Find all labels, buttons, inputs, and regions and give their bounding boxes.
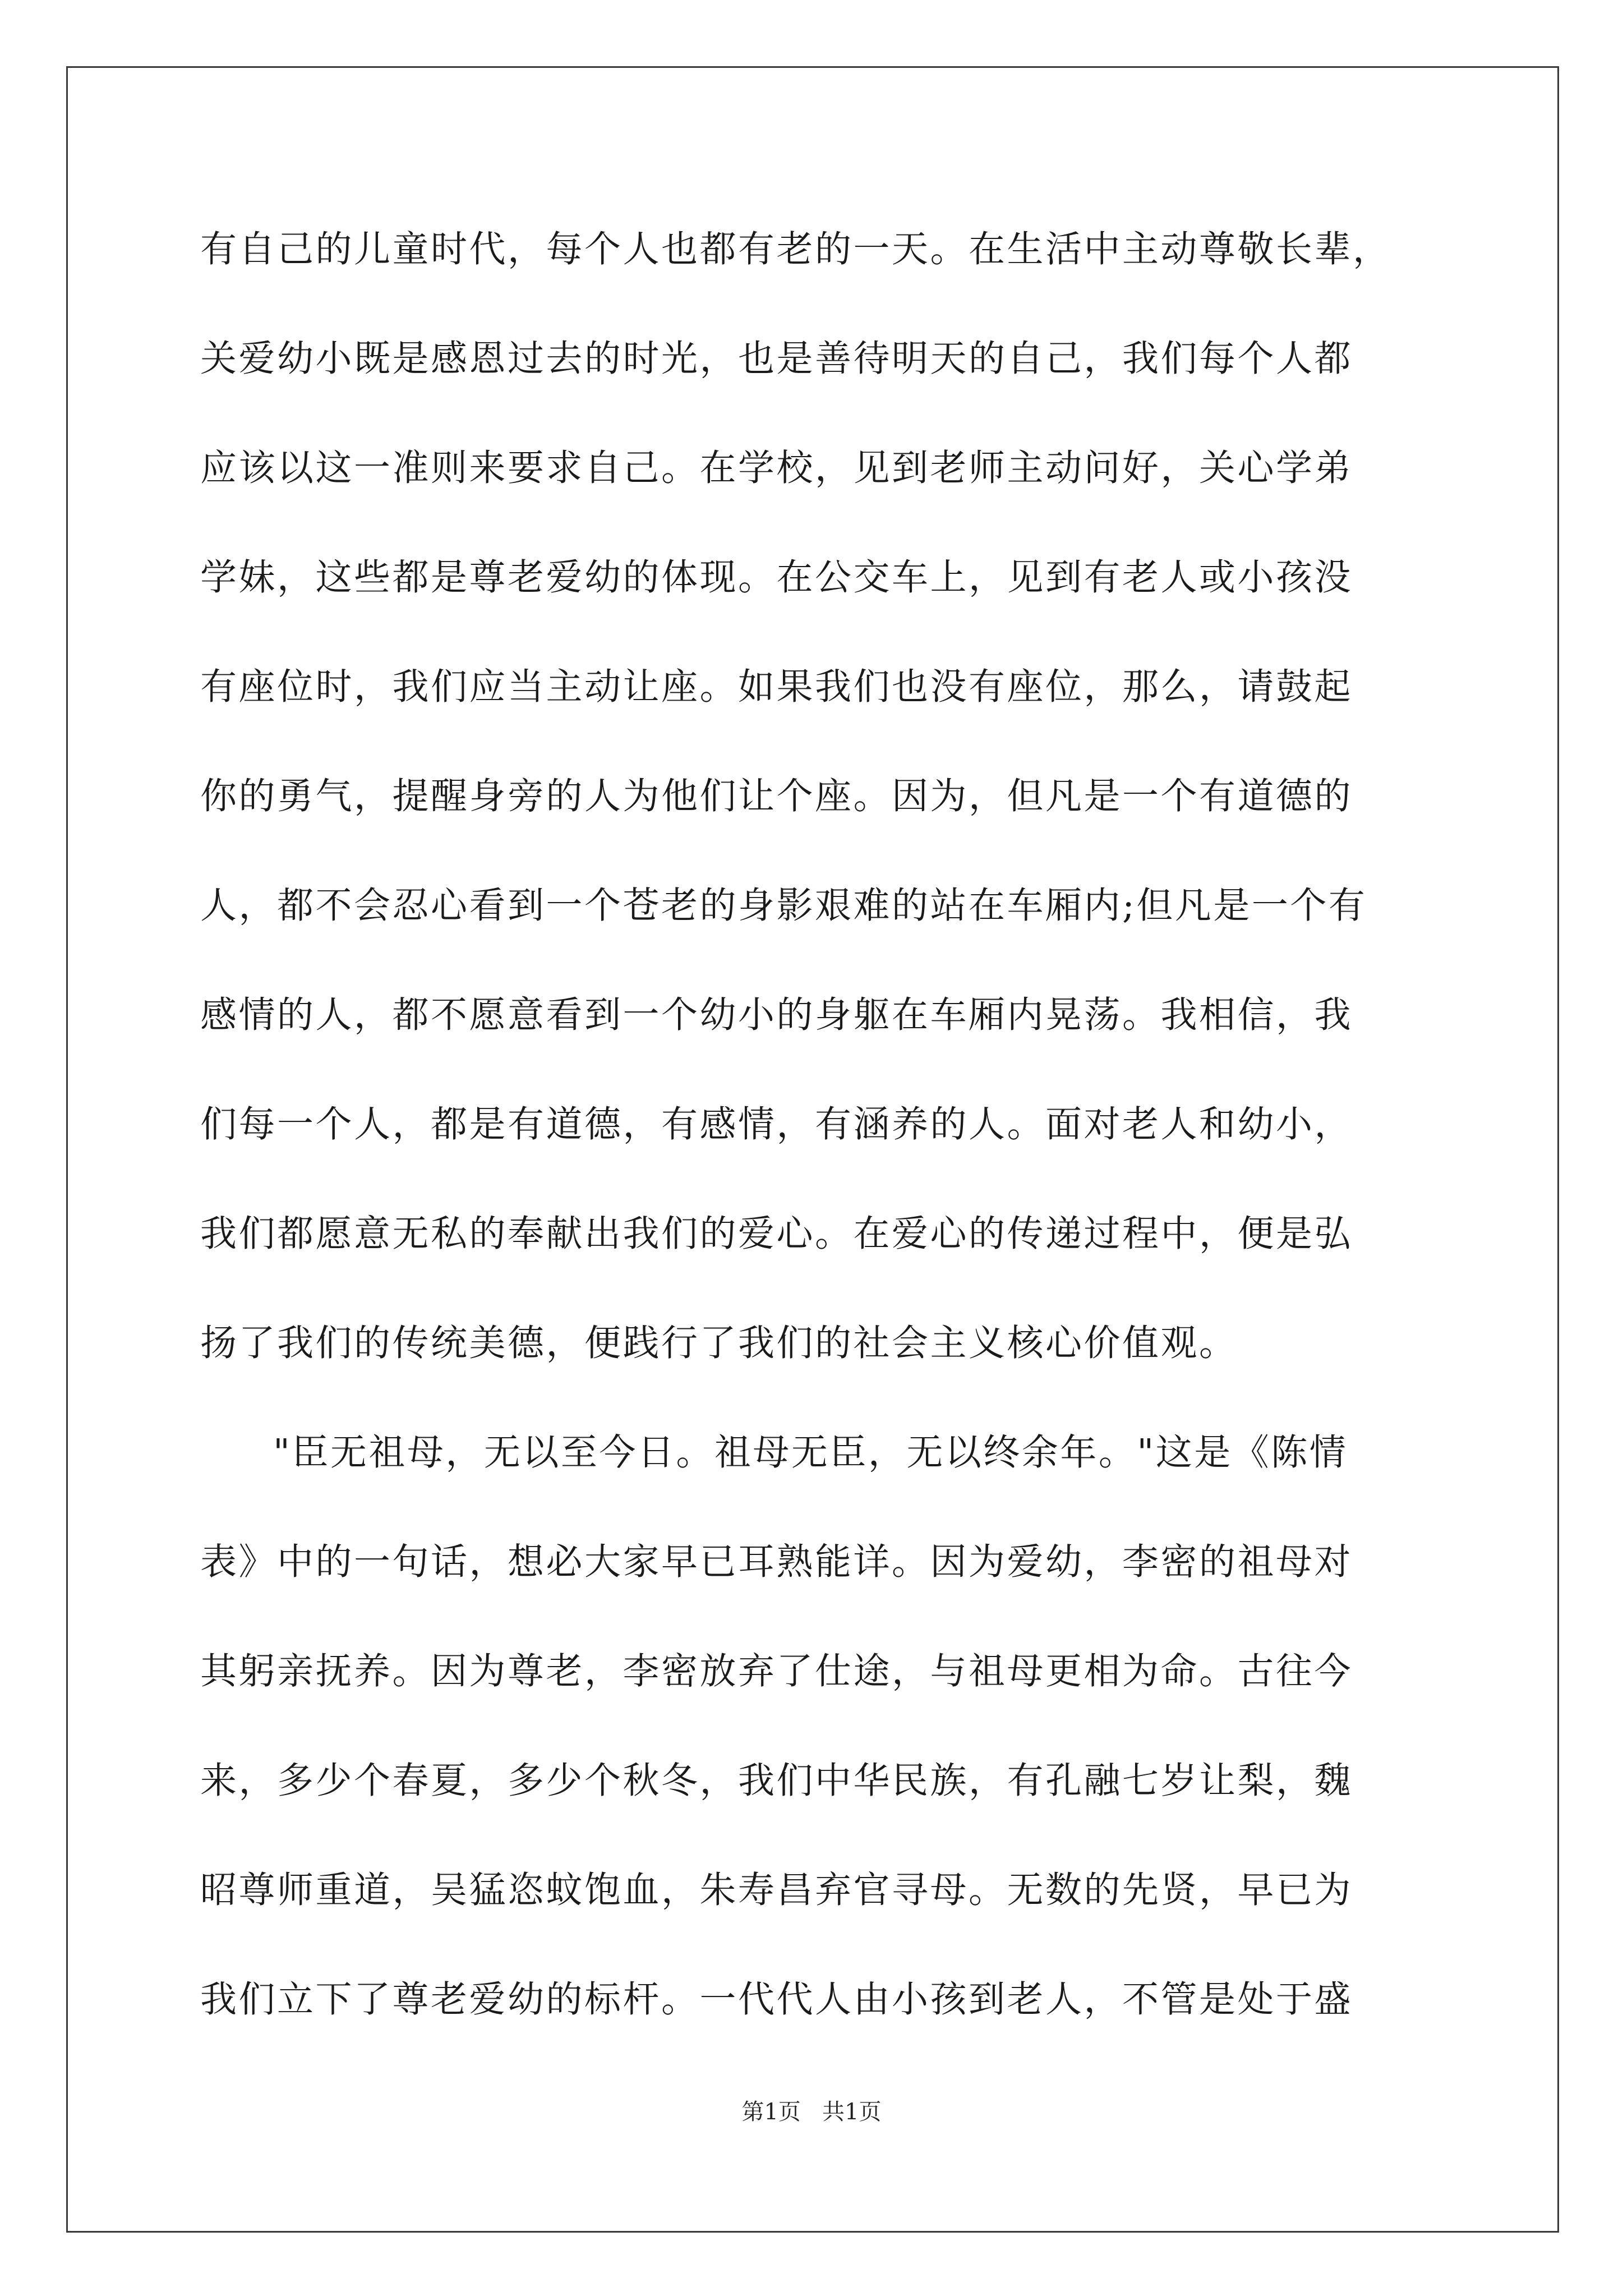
text-line: 表》中的一句话，想必大家早已耳熟能详。因为爱幼，李密的祖母对 bbox=[200, 1541, 1353, 1583]
text-line: 你的勇气，提醒身旁的人为他们让个座。因为，但凡是一个有道德的 bbox=[200, 775, 1353, 817]
text-line: 有自己的儿童时代，每个人也都有老的一天。在生活中主动尊敬长辈， bbox=[200, 228, 1391, 270]
text-line: 扬了我们的传统美德，便践行了我们的社会主义核心价值观。 bbox=[200, 1322, 1238, 1364]
text-line: 来，多少个春夏，多少个秋冬，我们中华民族，有孔融七岁让梨，魏 bbox=[200, 1760, 1353, 1802]
text-line: 们每一个人，都是有道德，有感情，有涵养的人。面对老人和幼小， bbox=[200, 1103, 1353, 1145]
text-line: 人，都不会忍心看到一个苍老的身影艰难的站在车厢内;但凡是一个有 bbox=[200, 885, 1367, 927]
text-line: "臣无祖母，无以至今日。祖母无臣，无以终余年。"这是《陈情 bbox=[273, 1432, 1348, 1474]
text-line: 关爱幼小既是感恩过去的时光，也是善待明天的自己，我们每个人都 bbox=[200, 338, 1353, 380]
text-line: 我们立下了尊老爱幼的标杆。一代代人由小孩到老人，不管是处于盛 bbox=[200, 1978, 1353, 2021]
text-line: 其躬亲抚养。因为尊老，李密放弃了仕途，与祖母更相为命。古往今 bbox=[200, 1650, 1353, 1692]
text-line: 我们都愿意无私的奉献出我们的爱心。在爱心的传递过程中，便是弘 bbox=[200, 1213, 1353, 1255]
text-line: 应该以这一准则来要求自己。在学校，见到老师主动问好，关心学弟 bbox=[200, 447, 1353, 489]
page-number: 第1页 共1页 bbox=[741, 2099, 882, 2125]
text-line: 学妹，这些都是尊老爱幼的体现。在公交车上，见到有老人或小孩没 bbox=[200, 556, 1353, 599]
text-line: 感情的人，都不愿意看到一个幼小的身躯在车厢内晃荡。我相信，我 bbox=[200, 994, 1353, 1036]
text-line: 昭尊师重道，吴猛恣蚊饱血，朱寿昌弃官寻母。无数的先贤，早已为 bbox=[200, 1869, 1353, 1911]
text-line: 有座位时，我们应当主动让座。如果我们也没有座位，那么，请鼓起 bbox=[200, 666, 1353, 708]
